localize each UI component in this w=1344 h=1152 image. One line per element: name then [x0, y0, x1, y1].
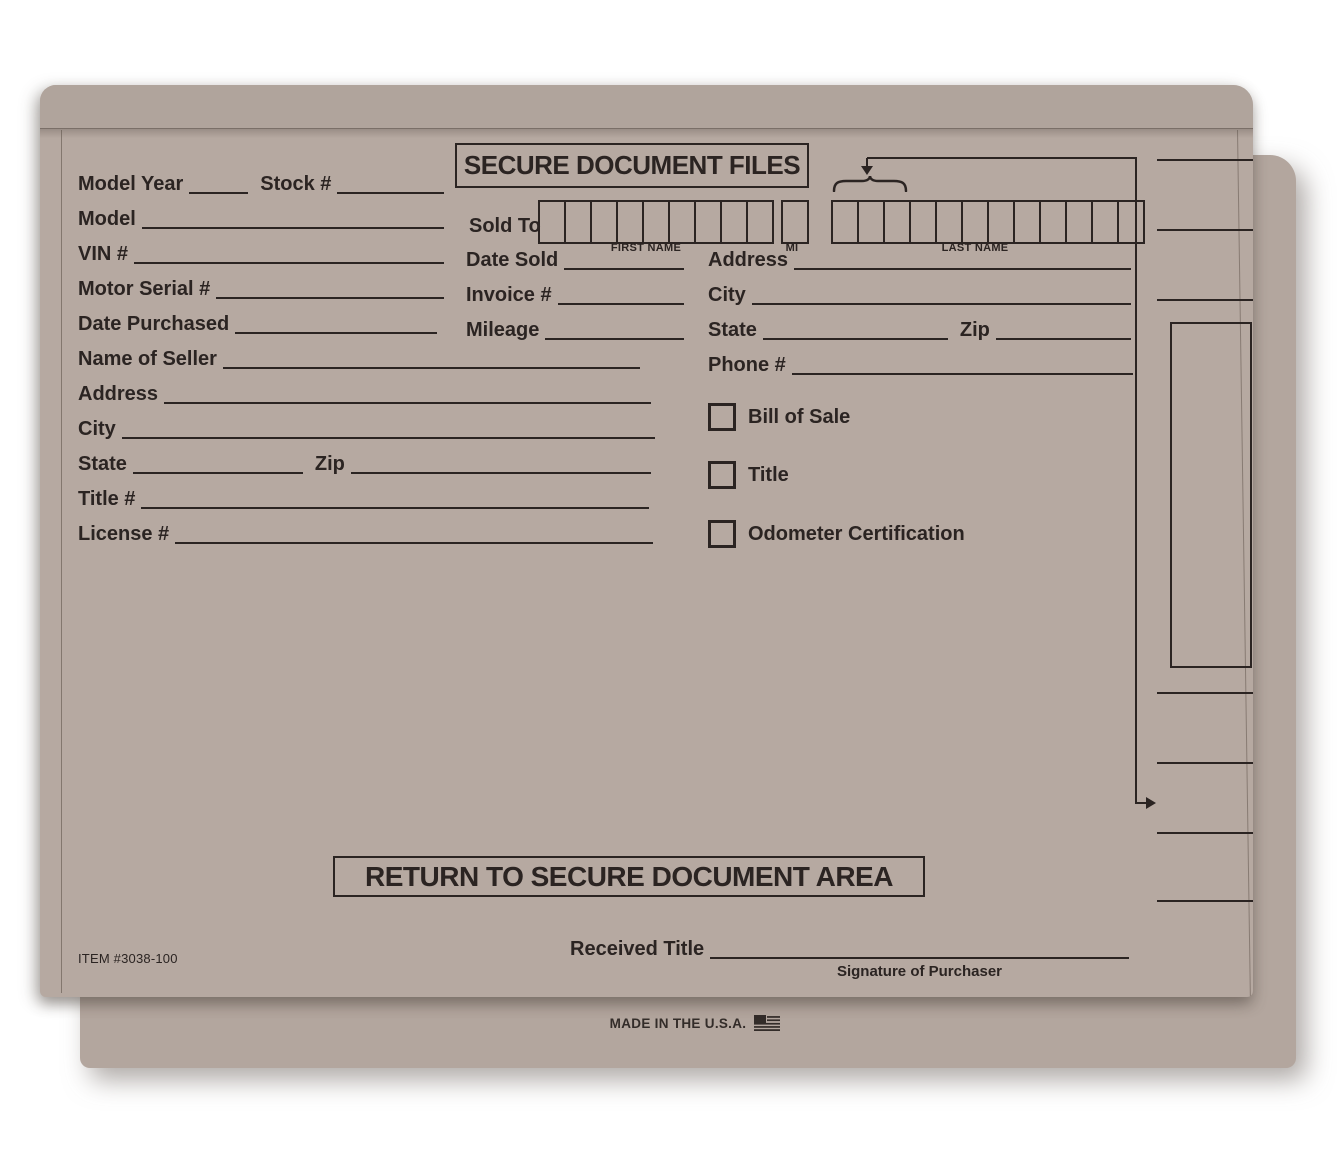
made-in-usa	[540, 1013, 850, 1033]
odometer-checkbox[interactable]	[708, 520, 736, 548]
char-box[interactable]	[935, 200, 963, 244]
model-label: Model	[78, 208, 136, 230]
mi-caption: MI	[785, 242, 799, 254]
field-date-purchased	[78, 308, 437, 334]
seller-city-line[interactable]	[122, 437, 655, 439]
field-seller-address	[78, 378, 651, 404]
field-title-number	[78, 483, 649, 509]
buyer-city-line[interactable]	[752, 303, 1131, 305]
field-buyer-city	[708, 279, 1131, 305]
envelope-flap	[40, 85, 1253, 129]
seller-zip-line[interactable]	[351, 472, 651, 474]
usa-flag-icon	[754, 1015, 780, 1031]
buyer-zip-label: Zip	[959, 319, 990, 341]
name-of-seller-label: Name of Seller	[78, 348, 217, 370]
buyer-zip-line[interactable]	[996, 338, 1131, 340]
field-name-of-seller	[78, 343, 640, 369]
char-box[interactable]	[538, 200, 566, 244]
edge-rule-2	[1157, 229, 1253, 231]
arrow-stub	[866, 158, 868, 166]
front-envelope	[40, 85, 1253, 997]
field-buyer-state-zip	[708, 314, 1131, 340]
char-box[interactable]	[1013, 200, 1041, 244]
checkbox-row-odometer	[708, 520, 965, 548]
seller-address-line[interactable]	[164, 402, 651, 404]
arrow-vertical-line	[1135, 157, 1137, 803]
char-box[interactable]	[668, 200, 696, 244]
edge-rule-4	[1157, 692, 1253, 694]
invoice-label: Invoice #	[466, 284, 552, 306]
seller-address-label: Address	[78, 383, 159, 405]
phone-line[interactable]	[792, 373, 1133, 375]
date-sold-label: Date Sold	[466, 249, 559, 271]
char-box[interactable]	[961, 200, 989, 244]
edge-rule-7	[1157, 900, 1253, 902]
char-box[interactable]	[616, 200, 644, 244]
checkbox-row-bill-of-sale	[708, 403, 850, 431]
seller-state-label: State	[78, 453, 127, 475]
char-box[interactable]	[694, 200, 722, 244]
edge-rule-5	[1157, 762, 1253, 764]
edge-rule-1	[1157, 159, 1253, 161]
invoice-line[interactable]	[558, 303, 684, 305]
motor-serial-label: Motor Serial #	[78, 278, 211, 300]
field-model-year-stock	[78, 168, 444, 194]
page-title: SECURE DOCUMENT FILES	[455, 143, 809, 188]
char-box[interactable]	[909, 200, 937, 244]
buyer-address-line[interactable]	[794, 268, 1131, 270]
vin-line[interactable]	[134, 262, 444, 264]
char-box[interactable]	[857, 200, 885, 244]
brace-over-last-name	[832, 175, 908, 197]
received-title-line[interactable]	[710, 957, 1129, 959]
made-in-usa-text: MADE IN THE U.S.A.	[609, 1015, 747, 1031]
edge-rule-3	[1157, 299, 1253, 301]
char-box[interactable]	[642, 200, 670, 244]
field-vin	[78, 238, 444, 264]
received-title-label: Received Title	[570, 938, 705, 960]
field-motor-serial	[78, 273, 444, 299]
checkbox-row-title	[708, 461, 789, 489]
vin-label: VIN #	[78, 243, 129, 265]
title-checkbox[interactable]	[708, 461, 736, 489]
char-box[interactable]	[1117, 200, 1145, 244]
char-box[interactable]	[781, 200, 809, 244]
stock-line[interactable]	[337, 192, 444, 194]
arrow-right-icon	[1146, 797, 1156, 809]
char-box[interactable]	[987, 200, 1015, 244]
char-box[interactable]	[564, 200, 592, 244]
title-number-line[interactable]	[141, 507, 649, 509]
title-label: Title	[748, 464, 789, 486]
char-box[interactable]	[590, 200, 618, 244]
field-seller-state-zip	[78, 448, 651, 474]
char-box[interactable]	[720, 200, 748, 244]
field-model	[78, 203, 444, 229]
edge-rule-6	[1157, 832, 1253, 834]
model-year-line[interactable]	[189, 192, 248, 194]
last-name-caption: LAST NAME	[941, 242, 1009, 254]
title-number-label: Title #	[78, 488, 136, 510]
buyer-address-label: Address	[708, 249, 789, 271]
char-box[interactable]	[1065, 200, 1093, 244]
bill-of-sale-checkbox[interactable]	[708, 403, 736, 431]
motor-serial-line[interactable]	[216, 297, 444, 299]
field-license-number	[78, 518, 653, 544]
left-seam-line	[61, 130, 62, 993]
return-notice: RETURN TO SECURE DOCUMENT AREA	[333, 856, 925, 897]
first-name-boxes	[538, 200, 774, 244]
seller-state-line[interactable]	[133, 472, 303, 474]
seller-city-label: City	[78, 418, 116, 440]
arrow-top-line	[867, 157, 1137, 159]
item-number: ITEM #3038-100	[78, 951, 178, 966]
middle-initial-box	[781, 200, 809, 244]
char-box[interactable]	[1039, 200, 1067, 244]
license-number-label: License #	[78, 523, 170, 545]
odometer-label: Odometer Certification	[748, 523, 965, 545]
field-buyer-address	[708, 244, 1131, 270]
bill-of-sale-label: Bill of Sale	[748, 406, 851, 428]
license-number-line[interactable]	[175, 542, 653, 544]
edge-pocket-box	[1170, 322, 1252, 668]
name-of-seller-line[interactable]	[223, 367, 640, 369]
char-box[interactable]	[883, 200, 911, 244]
field-received-title	[570, 933, 1129, 959]
buyer-state-line[interactable]	[763, 338, 948, 340]
arrow-down-icon	[861, 166, 873, 175]
phone-label: Phone #	[708, 354, 786, 376]
char-box[interactable]	[746, 200, 774, 244]
date-sold-line[interactable]	[564, 268, 684, 270]
sold-to-label: Sold To	[469, 215, 541, 237]
last-name-boxes	[831, 200, 1145, 244]
date-purchased-line[interactable]	[235, 332, 437, 334]
mileage-line[interactable]	[545, 338, 684, 340]
char-box[interactable]	[831, 200, 859, 244]
field-invoice	[466, 279, 684, 305]
field-date-sold	[466, 244, 684, 270]
char-box[interactable]	[1091, 200, 1119, 244]
mileage-label: Mileage	[466, 319, 540, 341]
model-line[interactable]	[142, 227, 444, 229]
model-year-label: Model Year	[78, 173, 184, 195]
signature-caption: Signature of Purchaser	[836, 963, 1003, 980]
field-phone	[708, 349, 1133, 375]
buyer-state-label: State	[708, 319, 757, 341]
field-mileage	[466, 314, 684, 340]
seller-zip-label: Zip	[314, 453, 345, 475]
field-seller-city	[78, 413, 655, 439]
first-name-caption: FIRST NAME	[610, 242, 682, 254]
buyer-city-label: City	[708, 284, 746, 306]
stock-label: Stock #	[260, 173, 332, 195]
date-purchased-label: Date Purchased	[78, 313, 230, 335]
